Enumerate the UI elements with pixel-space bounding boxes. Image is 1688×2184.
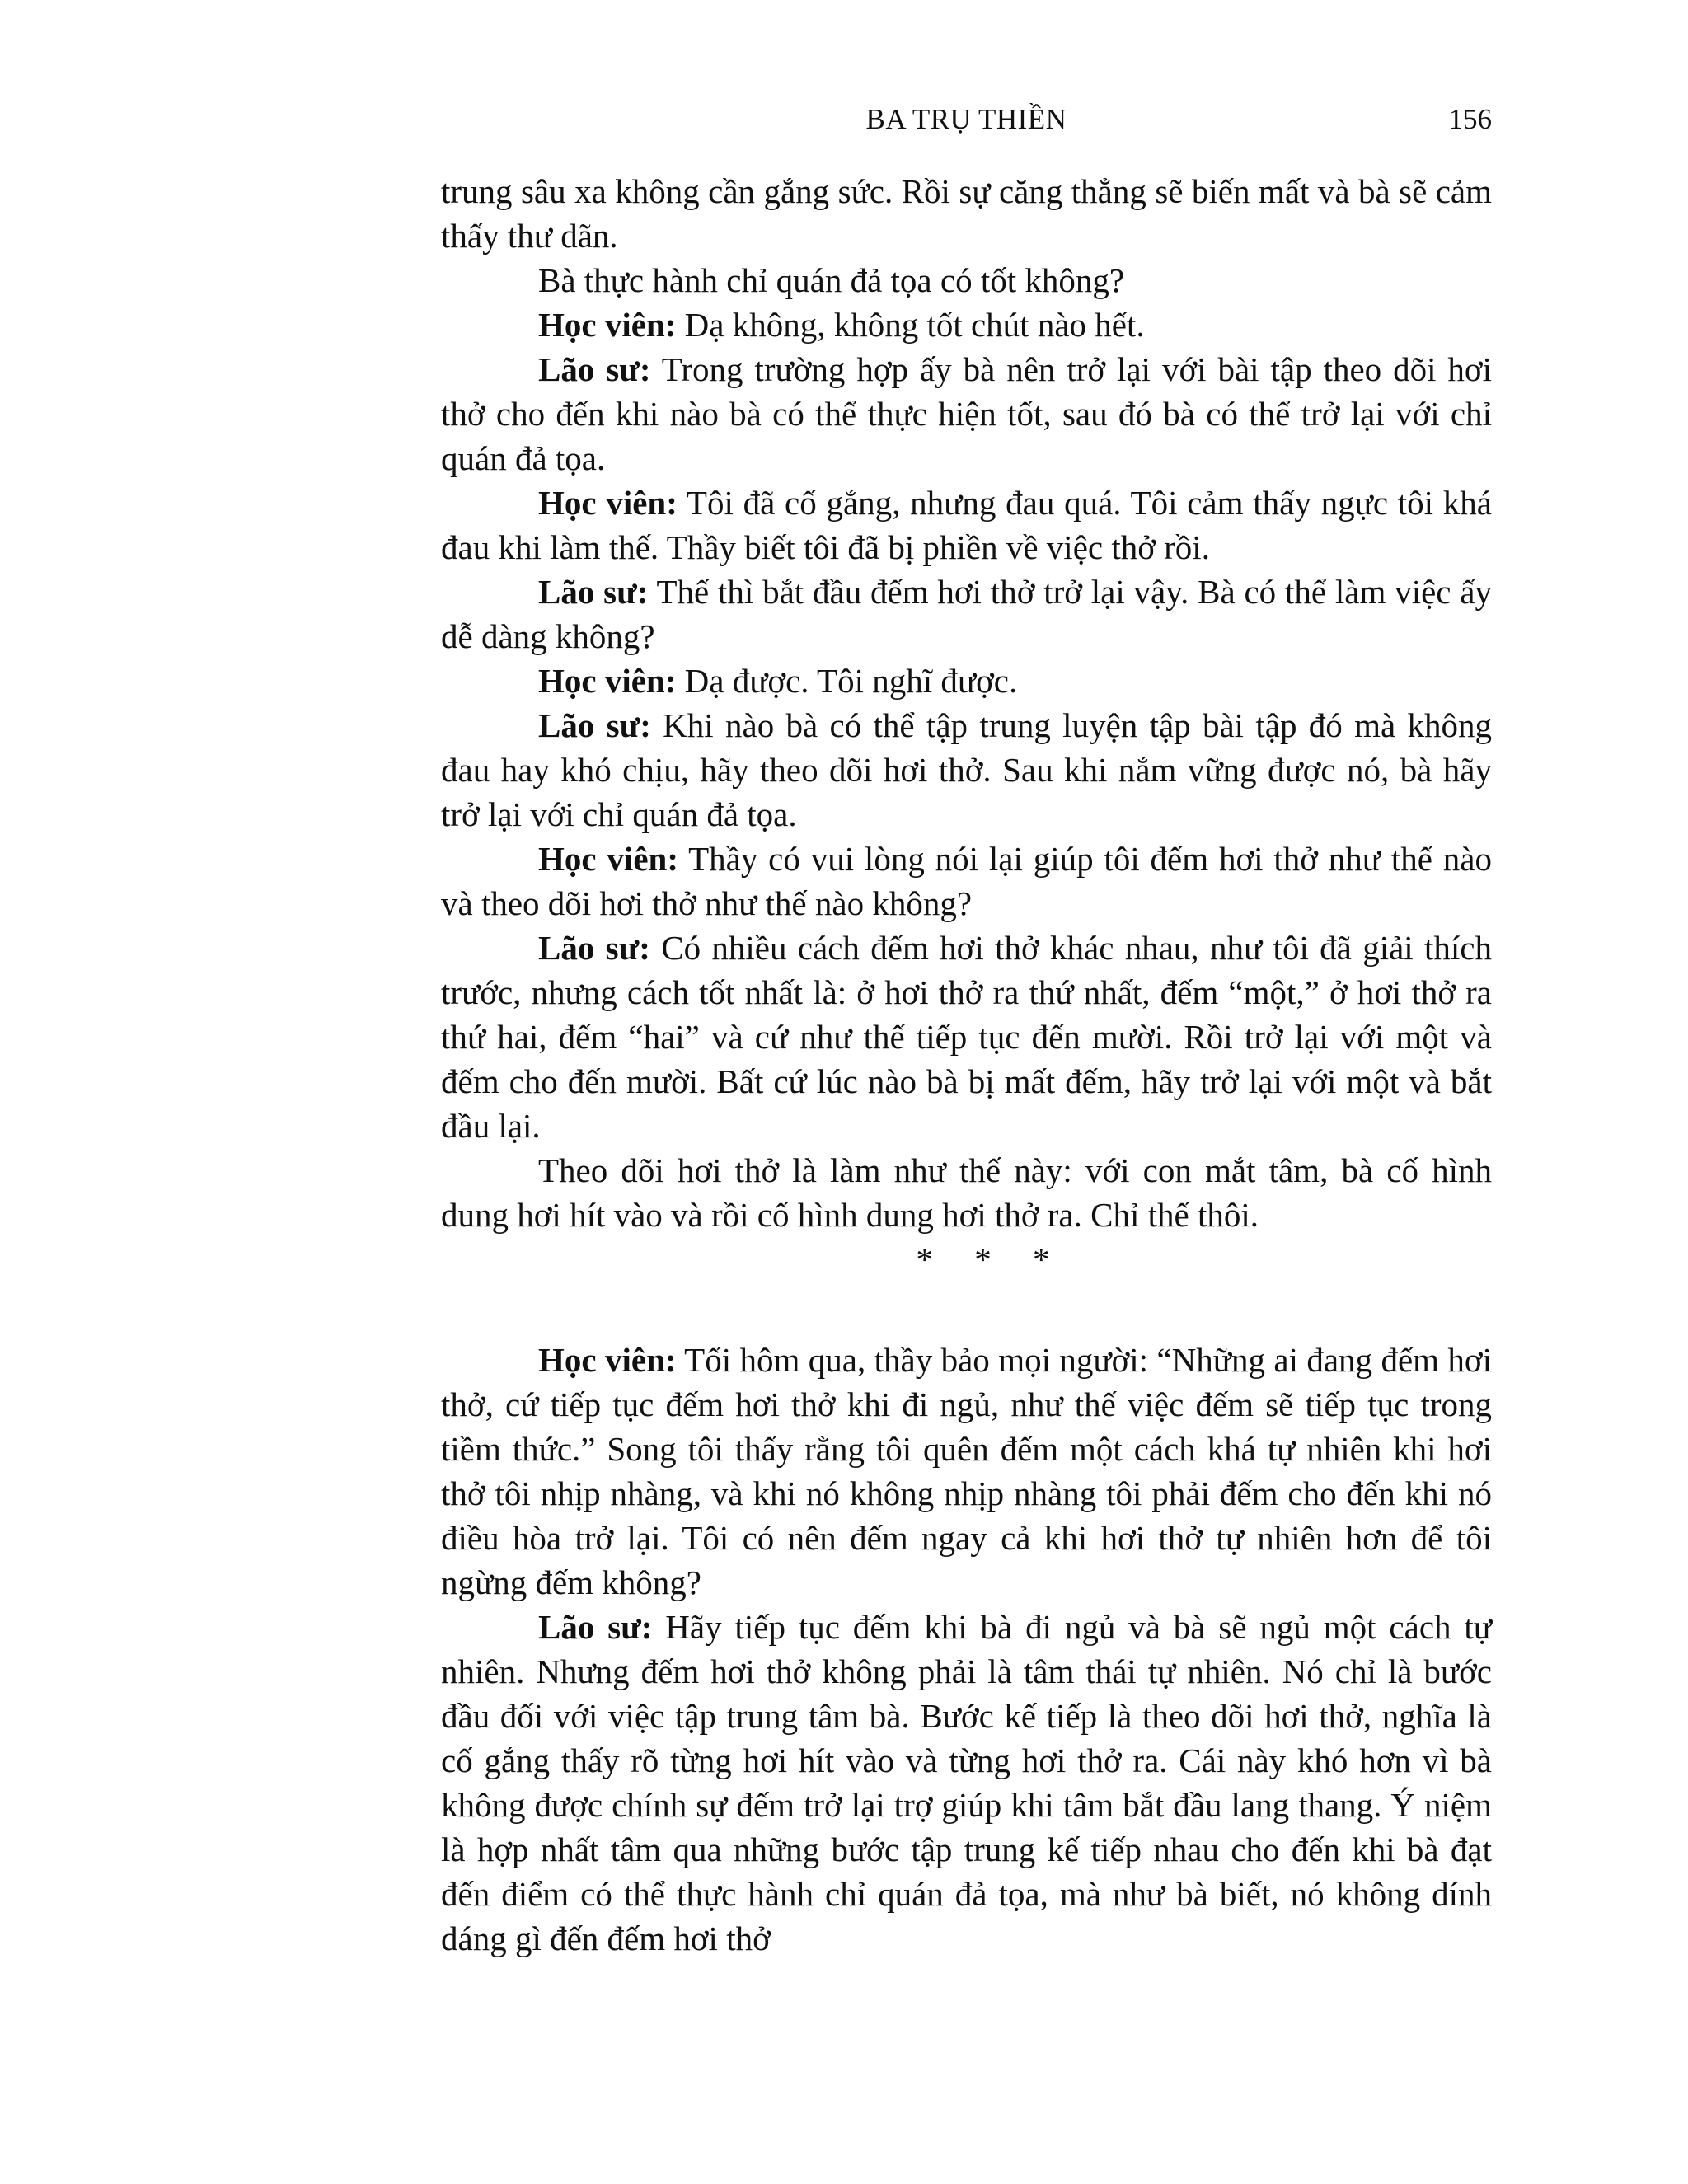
- paragraph: [441, 347, 1492, 480]
- paragraph-text: Trong trường hợp ấy bà nên trở lại với bài tập theo dõi hơi thở cho đến khi nào bà có thể thực hiện tốt, sau đó bà có thể trở lại với chỉ quán đả tọa.: [441, 350, 1493, 477]
- paragraph: [441, 703, 1492, 837]
- paragraph-text: Thế thì bắt đầu đếm hơi thở trở lại vậy. Bà có thể làm việc ấy dễ dàng không?: [441, 573, 1492, 655]
- paragraph-text: Bà thực hành chỉ quán đả tọa có tốt không?: [538, 261, 1125, 299]
- paragraph-text: Theo dõi hơi thở là làm như thế này: với con mắt tâm, bà cố hình dung hơi hít vào và rồi cố hình dung hơi thở ra. Chỉ thế thôi.: [441, 1151, 1492, 1234]
- speaker-label: Lão sư:: [538, 929, 650, 967]
- page-body: [441, 169, 1492, 1961]
- speaker-label: Lão sư:: [538, 350, 651, 388]
- paragraph: [441, 1605, 1492, 1961]
- speaker-label: Lão sư:: [538, 1608, 653, 1646]
- book-title: BA TRỤ THIỀN: [865, 103, 1067, 135]
- running-header: [441, 95, 1492, 144]
- paragraph-text: Dạ được. Tôi nghĩ được.: [676, 662, 1018, 700]
- speaker-label: Học viên:: [538, 484, 678, 522]
- paragraph-text: trung sâu xa không cần gắng sức. Rồi sự căng thẳng sẽ biến mất và bà sẽ cảm thấy thư dãn.: [441, 172, 1492, 255]
- section-separator: * * *: [916, 1240, 1050, 1278]
- paragraph: [441, 169, 1492, 258]
- speaker-label: Học viên:: [538, 306, 677, 344]
- paragraph: [441, 302, 1492, 347]
- paragraph: [441, 926, 1492, 1148]
- paragraph-text: Có nhiều cách đếm hơi thở khác nhau, như tôi đã giải thích trước, nhưng cách tốt nhất là: ở hơi thở ra thứ nhất, đếm “một,” ở hơi thở ra thứ hai, đếm “hai” và cứ như thế tiếp tục đến mười. Rồi trở lại với một và đếm cho đến mười. Bất cứ lúc nào bà bị mất đếm, hãy trở lại với một và bắt đầu lại.: [441, 929, 1492, 1145]
- paragraph: [441, 1338, 1492, 1605]
- paragraph: [441, 258, 1492, 302]
- book-page: [441, 95, 1492, 1961]
- page-number: 156: [1448, 103, 1492, 135]
- paragraph: [441, 658, 1492, 703]
- paragraph-text: Tối hôm qua, thầy bảo mọi người: “Những ai đang đếm hơi thở, cứ tiếp tục đếm hơi thở khi đi ngủ, như thế việc đếm sẽ tiếp tục trong tiềm thức.” Song tôi thấy rằng tôi quên đếm một cách khá tự nhiên khi hơi thở tôi nhịp nhàng, và khi nó không nhịp nhàng tôi phải đếm cho đến khi nó điều hòa trở lại. Tôi có nên đếm ngay cả khi hơi thở tự nhiên hơn để tôi ngừng đếm không?: [441, 1341, 1492, 1601]
- paragraph: [441, 1148, 1492, 1237]
- paragraph-text: Tôi đã cố gắng, nhưng đau quá. Tôi cảm thấy ngực tôi khá đau khi làm thế. Thầy biết tôi đã bị phiền về việc thở rồi.: [441, 484, 1493, 566]
- speaker-label: Lão sư:: [538, 706, 651, 744]
- paragraph: [441, 837, 1492, 926]
- paragraph-text: Hãy tiếp tục đếm khi bà đi ngủ và bà sẽ ngủ một cách tự nhiên. Nhưng đếm hơi thở không phải là tâm thái tự nhiên. Nó chỉ là bước đầu đối với việc tập trung tâm bà. Bước kế tiếp là theo dõi hơi thở, nghĩa là cố gắng thấy rõ từng hơi hít vào và từng hơi thở ra. Cái này khó hơn vì bà không được chính sự đếm trở lại trợ giúp khi tâm bắt đầu lang thang. Ý niệm là hợp nhất tâm qua những bước tập trung kế tiếp nhau cho đến khi bà đạt đến điểm có thể thực hành chỉ quán đả tọa, mà như bà biết, nó không dính dáng gì đến đếm hơi thở: [441, 1608, 1492, 1957]
- speaker-label: Học viên:: [538, 662, 677, 700]
- paragraph-text: Khi nào bà có thể tập trung luyện tập bài tập đó mà không đau hay khó chịu, hãy theo dõi hơi thở. Sau khi nắm vững được nó, bà hãy trở lại với chỉ quán đả tọa.: [441, 706, 1492, 833]
- paragraph-text: Thầy có vui lòng nói lại giúp tôi đếm hơi thở như thế nào và theo dõi hơi thở như thế nào không?: [441, 840, 1492, 922]
- speaker-label: Học viên:: [538, 1341, 677, 1379]
- paragraph-text: Dạ không, không tốt chút nào hết.: [676, 306, 1145, 344]
- paragraph: [441, 569, 1492, 658]
- section-gap: [441, 1282, 1492, 1338]
- speaker-label: Lão sư:: [538, 573, 649, 611]
- speaker-label: Học viên:: [538, 840, 678, 878]
- paragraph: [441, 480, 1492, 569]
